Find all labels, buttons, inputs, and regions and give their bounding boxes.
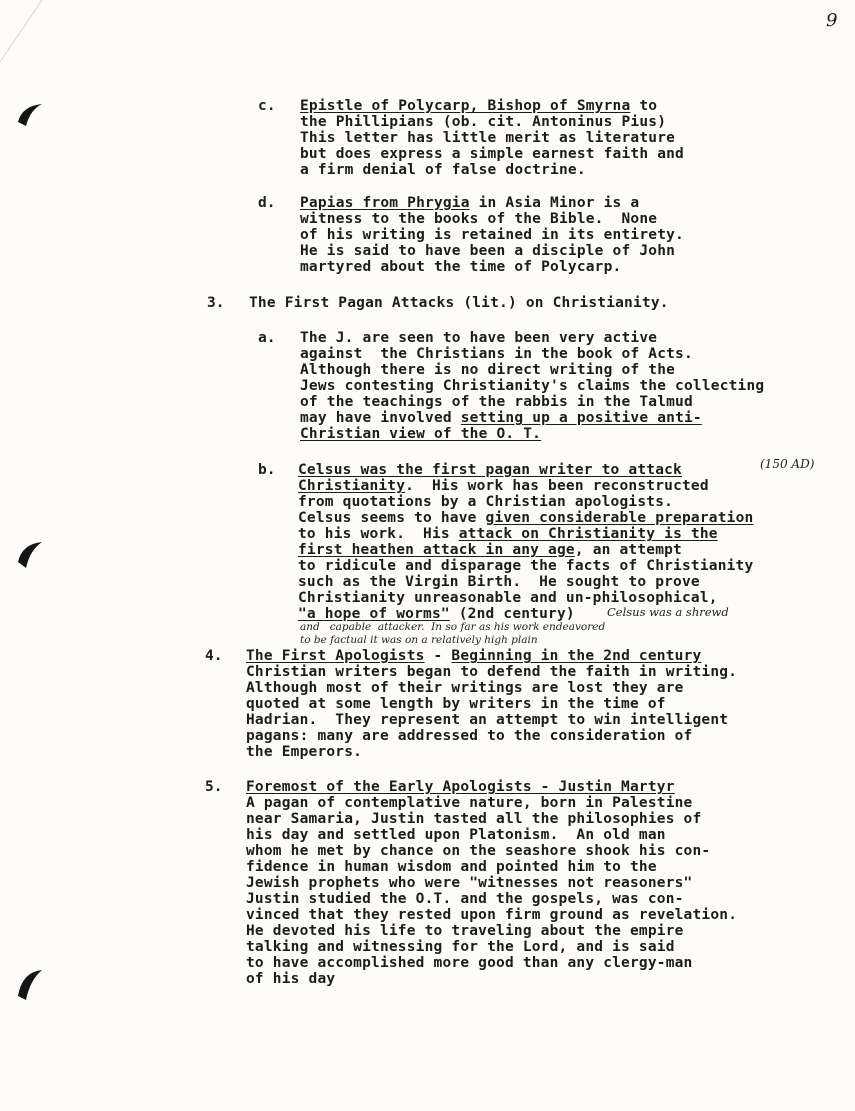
section-a-line-2: against the Christians in the book of Acts. [300, 346, 693, 362]
punch-hole-shadow-middle [16, 540, 46, 570]
section-c-line-4: but does express a simple earnest faith and [300, 146, 684, 162]
section-b-line-6: first heathen attack in any age, an attempt [298, 542, 682, 558]
section-4-line-5: Hadrian. They represent an attempt to win intelligent [246, 712, 729, 728]
punch-hole-shadow-top [16, 102, 46, 128]
section-d-line-1: Papias from Phrygia in Asia Minor is a [300, 195, 640, 211]
section-b-line-5: to his work. His attack on Christianity is the [298, 526, 718, 542]
handwritten-note-line-3: to be factual it was on a relatively high plain [300, 634, 538, 646]
section-5-line-2: A pagan of contemplative nature, born in Palestine [246, 795, 693, 811]
item-marker-a: a. [258, 330, 276, 346]
section-a-line-6: may have involved setting up a positive anti- [300, 410, 702, 426]
section-b-line-10: "a hope of worms" (2nd century) [298, 606, 575, 622]
page-number: 9 [826, 10, 838, 31]
item-marker-d: d. [258, 195, 276, 211]
section-5-line-1: Foremost of the Early Apologists - Justin Martyr [246, 779, 675, 795]
item-marker-3: 3. [207, 295, 225, 311]
section-b-line-4: Celsus seems to have given considerable preparation [298, 510, 754, 526]
section-4-line-7: the Emperors. [246, 744, 363, 760]
section-5-line-10: He devoted his life to traveling about the empire [246, 923, 684, 939]
section-5-line-12: to have accomplished more good than any clergy-man [246, 955, 693, 971]
handwritten-note-line-1: Celsus was a shrewd [607, 605, 729, 619]
section-c-line-1: Epistle of Polycarp, Bishop of Smyrna to [300, 98, 658, 114]
section-4-line-3: Although most of their writings are lost they are [246, 680, 684, 696]
section-5-line-9: vinced that they rested upon firm ground as revelation. [246, 907, 738, 923]
section-b-line-8: such as the Virgin Birth. He sought to prove [298, 574, 700, 590]
item-marker-b: b. [258, 462, 276, 478]
section-c-line-5: a firm denial of false doctrine. [300, 162, 586, 178]
section-d-line-2: witness to the books of the Bible. None [300, 211, 658, 227]
section-3-heading: The First Pagan Attacks (lit.) on Christianity. [249, 295, 669, 311]
item-marker-c: c. [258, 98, 276, 114]
section-4-line-6: pagans: many are addressed to the consideration of [246, 728, 693, 744]
section-b-line-3: from quotations by a Christian apologists. [298, 494, 674, 510]
section-5-line-4: his day and settled upon Platonism. An old man [246, 827, 666, 843]
item-marker-5: 5. [205, 779, 223, 795]
section-a-line-1: The J. are seen to have been very active [300, 330, 658, 346]
section-c-line-2: the Phillipians (ob. cit. Antoninus Pius) [300, 114, 667, 130]
section-5-line-7: Jewish prophets who were "witnesses not reasoners" [246, 875, 693, 891]
handwritten-margin-note-date: (150 AD) [760, 457, 815, 471]
item-marker-4: 4. [205, 648, 223, 664]
section-b-line-9: Christianity unreasonable and un-philosophical, [298, 590, 718, 606]
section-4-line-1: The First Apologists - Beginning in the 2nd century [246, 648, 702, 664]
section-5-line-6: fidence in human wisdom and pointed him to the [246, 859, 657, 875]
section-a-line-5: of the teachings of the rabbis in the Talmud [300, 394, 693, 410]
section-5-line-5: whom he met by chance on the seashore shook his con- [246, 843, 711, 859]
section-a-line-4: Jews contesting Christianity's claims the collecting [300, 378, 765, 394]
section-4-line-2: Christian writers began to defend the faith in writing. [246, 664, 738, 680]
section-5-line-3: near Samaria, Justin tasted all the philosophies of [246, 811, 702, 827]
section-4-line-4: quoted at some length by writers in the time of [246, 696, 666, 712]
section-a-line-7: Christian view of the O. T. [300, 426, 542, 442]
section-5-line-11: talking and witnessing for the Lord, and is said [246, 939, 675, 955]
section-c-line-3: This letter has little merit as literature [300, 130, 676, 146]
section-a-line-3: Although there is no direct writing of the [300, 362, 676, 378]
section-b-line-2: Christianity. His work has been reconstructed [298, 478, 709, 494]
punch-hole-shadow-bottom [16, 968, 46, 1002]
handwritten-note-line-2: and capable attacker. In so far as his work endeavored [300, 621, 606, 633]
section-5-line-8: Justin studied the O.T. and the gospels, was con- [246, 891, 684, 907]
section-b-line-7: to ridicule and disparage the facts of Christianity [298, 558, 754, 574]
section-d-line-4: He is said to have been a disciple of John [300, 243, 676, 259]
section-d-line-3: of his writing is retained in its entirety. [300, 227, 684, 243]
section-d-line-5: martyred about the time of Polycarp. [300, 259, 622, 275]
section-b-line-1: Celsus was the first pagan writer to attack [298, 462, 682, 478]
section-5-line-13: of his day [246, 971, 336, 987]
